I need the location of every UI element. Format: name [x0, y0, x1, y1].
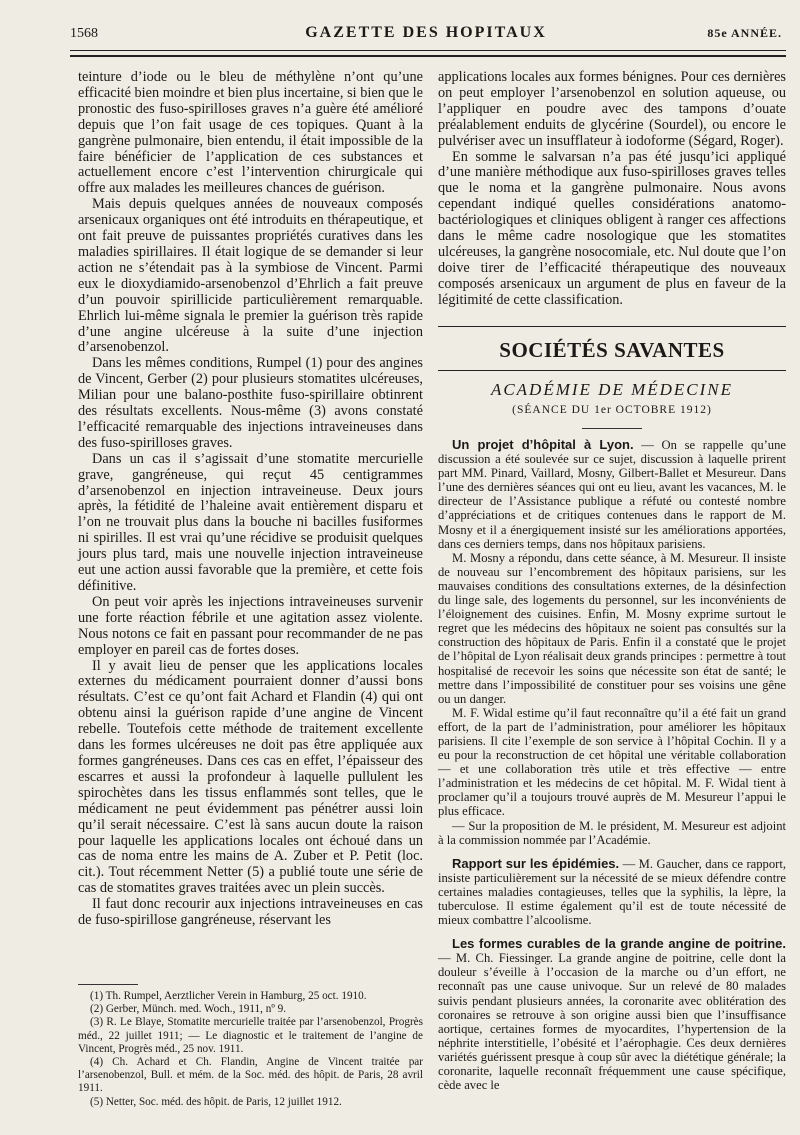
paragraph: applications locales aux formes bénignes. Pour ces dernières on peut employer l’arsenobenzol en solution aqueuse, ou l’appliquer en poudre avec des tampons d’ouate préalablement enduits de glycérine (Sourdel), ou encore le pulvériser avec un insufflateur à iodoforme (Ségard, Roger).	[438, 69, 786, 149]
header-rule	[70, 50, 786, 51]
seance-date: (SÉANCE DU 1er OCTOBRE 1912)	[512, 404, 712, 416]
article-text: — On se rappelle qu’une discussion a été soulevée sur ce sujet, discussion à laquelle prirent part MM. Pinard, Vaillard, Mosny, Gilbert-Ballet et Mesureur. Dans l’une des dernières séances qui ont eu lieu, avant les vacances, M. le directeur de l’Assistance publique a réfuté ou contesté nombre d’appréciations et de critiques contenues dans le rapport de M. Mosny et il a énergiquement insisté sur les améliorations apportées, dans ces derniers temps, dans nos hôpitaux parisiens.	[438, 438, 786, 551]
section-title: SOCIÉTÉS SAVANTES	[499, 338, 725, 362]
year-label: 85e ANNÉE.	[707, 26, 782, 40]
short-divider	[582, 428, 642, 429]
footnote: (3) R. Le Blaye, Stomatite mercurielle traitée par l’arsenobenzol, Progrès méd., 22 juillet 1911; — Le diagnostic et le traitement de l’angine de Vincent, Progrès méd., 25 nov. 1911.	[78, 1016, 423, 1055]
paragraph: M. F. Widal estime qu’il faut reconnaître qu’il a été fait un grand effort, de la part de l’administration, pour améliorer les hôpitaux parisiens. Il cite l’exemple de son service à l’hôpital Cochin. Il y a eu pour la reconstruction de cet hôpital une véritable collaboration — et une collaboration très utile et très effective — entre l’administration et les médecins de cet hôpital. M. F. Widal tient à proclamer qu’il a toujours trouvé auprès de M. Mesureur l’appui le plus efficace.	[438, 705, 786, 819]
paragraph: M. Mosny a répondu, dans cette séance, à M. Mesureur. Il insiste de nouveau sur l’encombrement des hôpitaux parisiens, sur les mauvaises conditions des consultations externes, de la désinfection du linge sale, des logements du personnel, sur les inconvénients de l’éloignement des cuisines. Enfin, M. Mosny exprime surtout le regret que les médecins des hôpitaux ne soient pas consultés sur la construction des hôpitaux de Paris. Enfin il a constaté que le projet de l’hôpital de Lyon réalisait deux grands principes : permettre à tout hospitalisé de recevoir les soins que nécessite son état de santé; le mettre dans l’impossibilité de constituer pour ses voisins une gêne ou un danger.	[438, 550, 786, 706]
section-rule-bottom	[438, 370, 786, 371]
article-heading: Un projet d’hôpital à Lyon.	[452, 437, 634, 452]
footnote: (5) Netter, Soc. méd. des hôpit. de Paris, 12 juillet 1912.	[90, 1095, 342, 1108]
paragraph: En somme le salvarsan n’a pas été jusqu’ici appliqué d’une manière méthodique aux fuso-spirilloses graves telles que le noma et la gangrène pulmonaire. Nous avons cependant indiqué quelles considérations anatomo-bactériologiques et cliniques obligent à ranger ces affections dans le même cadre nosologique que les stomatites ulcéreuses, la gangrène nosocomiale, etc. Nul doute que l’on doive tirer de l’efficacité thérapeutique des nouveaux composés arsenicaux un argument de plus en faveur de la légitimité de cette classification.	[438, 148, 786, 308]
footnotes	[78, 990, 423, 1109]
article-heading: Les formes curables de la grande angine de poitrine.	[452, 936, 786, 952]
paragraph: Il y avait lieu de penser que les applications locales externes du médicament pourraient donner d’aussi bons résultats. C’est ce qu’ont fait Achard et Flandin (4) qui ont obtenu ainsi la guérison rapide d’une angine de Vincent rebelle. Toutefois cette méthode de traitement excellente dans les formes ulcéreuses ne doit pas être appliquée aux formes gangréneuses. Dans ces cas en effet, l’épaisseur des escarres et aussi la profondeur à laquelle pullulent les spirochètes dans les tissus enflammés sont telles, que le médicament ne peut évidemment pas pénétrer aussi loin qu’il serait nécessaire. C’est là sans aucun doute la raison pour laquelle les applications locales ont échoué dans un cas de noma entre les mains de A. Zuber et P. Petit (loc. cit.). Tout récemment Netter (5) a publié toute une série de cas de stomatites graves traitées avec un plein succès.	[78, 657, 423, 897]
article-text: — M. Ch. Fiessinger. La grande angine de poitrine, celle dont la douleur s’éveille à l’occasion de la marche ou d’un effort, ne reconnaît pas une cause univoque. Sur un relevé de 80 malades suivis pendant plusieurs années, la coronarite avec oblitération des coronaires se retrouve à son origine aussi bien que l’insuffisance aortique, certaines formes de myocardites, l’hypertension de la néphrite interstitielle, l’obésité et l’aérophagie. Ces deux dernières variétés guérissent presque à coup sûr avec la diététique générale; la coronarite, laquelle reconnaît fréquemment une cause spécifique, cède avec le	[438, 951, 786, 1093]
academy-heading: ACADÉMIE DE MÉDECINE	[490, 380, 734, 399]
journal-title: GAZETTE DES HOPITAUX	[305, 24, 547, 41]
footnote: (1) Th. Rumpel, Aerztlicher Verein in Hamburg, 25 oct. 1910.	[90, 990, 367, 1002]
footnotes-divider	[78, 984, 138, 985]
page-number: 1568	[70, 26, 98, 41]
right-column-bottom	[438, 438, 786, 1092]
footnote: (2) Gerber, Münch. med. Woch., 1911, nº 9.	[90, 1003, 286, 1016]
paragraph: Mais depuis quelques années de nouveaux composés arsenicaux organiques ont été introduits en thérapeutique, et ont fait preuve de puissantes propriétés curatives dans les maladies spirillaires. Il était logique de se demander si leur action ne s’étendait pas à la symbiose de Vincent. Parmi eux le dioxydiamido-arsenobenzol d’Ehrlich a fait preuve d’un pouvoir spirillicide particulièrement remarquable. Ehrlich lui-même signala le premier la guérison très rapide d’une angine ulcéreuse à la suite d’une injection d’arsenobenzol.	[78, 196, 423, 356]
article-text: — M. Gaucher, dans ce rapport, insiste particulièrement sur la nécessité de se mieux défendre contre certaines maladies contagieuses, telles que la syphilis, la lèpre, la tuberculose. Il estime également qu’il est de toute nécessité de mieux combattre l’alcoolisme.	[438, 856, 786, 928]
footnote: (4) Ch. Achard et Ch. Flandin, Angine de Vincent traitée par l’arsenobenzol, Bull. et mém. de la Soc. méd. des hôpit. de Paris, 28 avril 1911.	[78, 1056, 423, 1095]
paragraph: — Sur la proposition de M. le président, M. Mesureur est adjoint à la commission nommée par l’Académie.	[438, 818, 786, 847]
left-column	[78, 70, 423, 929]
paragraph: teinture d’iode ou le bleu de méthylène n’ont qu’une efficacité bien moindre et bien plus incertaine, si bien que le pronostic des fuso-spirilloses graves n’a guère été amélioré depuis que l’on fait usage de ces topiques. Quant à la gangrène pulmonaire, bien entendu, il était impossible de la faire bénéficier de l’application de ces substances et actuellement encore c’est l’intervention chirurgicale qui offre aux malades les meilleures chances de guérison.	[78, 69, 423, 197]
right-column-top	[438, 70, 786, 309]
section-rule-top	[438, 326, 786, 327]
paragraph: Dans un cas il s’agissait d’une stomatite mercurielle grave, gangréneuse, qui reçut 45 centigrammes d’arsenobenzol en injection intraveineuse. Deux jours après, la fétidité de l’haleine avait entièrement disparu et l’on ne trouvait plus dans la bouche ni bacilles fusiformes ni spirilles. Il est vrai qu’une récidive se produisit quelques jours plus tard, mais une nouvelle injection intraveineuse eut une action aussi favorable que la première, et cette fois définitive.	[78, 450, 423, 594]
paragraph: Il faut donc recourir aux injections intraveineuses en cas de fuso-spirillose gangréneuse, réservant les	[78, 896, 423, 929]
paragraph: On peut voir après les injections intraveineuses survenir une forte réaction fébrile et une agitation assez violente. Nous notons ce fait en passant pour recommander de ne pas employer en pareil cas de fortes doses.	[78, 593, 423, 658]
header-rule-thick	[70, 55, 786, 57]
paragraph: Dans les mêmes conditions, Rumpel (1) pour des angines de Vincent, Gerber (2) pour plusieurs stomatites ulcéreuses, Milian pour une balano-posthite fuso-spirillaire obtinrent des résultats excellents. Nous-même (3) avons constaté l’efficacité remarquable des injections intraveineuses dans des fuso-spirilloses graves.	[78, 355, 423, 451]
page-header	[70, 24, 782, 46]
article-heading: Rapport sur les épidémies.	[452, 855, 620, 871]
